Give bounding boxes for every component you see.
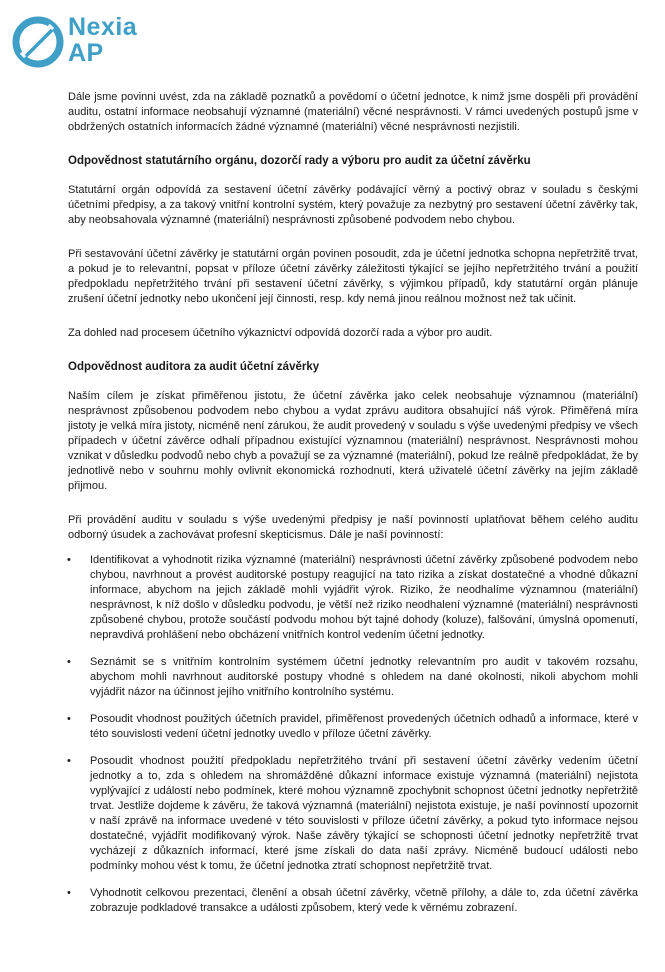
- statutory-paragraph-2: Při sestavování účetní závěrky je statutární orgán povinen posoudit, zda je účetní jednotka schopna nepřetržitě trvat, a pokud je to relevantní, popsat v příloze účetní závěrky záležitosti týkající se jejího nepřetržitého trvání a použití předpokladu nepřetržitého trvání při sestavení účetní závěrky, s výjimkou případů, kdy statutární orgán plánuje zrušení účetní jednotky nebo ukončení její činnosti, resp. kdy nemá jinou reálnou možnost než tak učinit.: [68, 248, 638, 305]
- list-item-text: Vyhodnotit celkovou prezentaci, členění a obsah účetní závěrky, včetně přílohy, a dále to, zda účetní závěrka zobrazuje podkladové transakce a události způsobem, který vede k věrnému zobrazení.: [90, 887, 638, 914]
- auditor-duties-list: [68, 553, 638, 916]
- list-item: [68, 886, 638, 916]
- bullet-icon: •: [67, 554, 71, 566]
- list-item-text: Identifikovat a vyhodnotit rizika významné (materiální) nesprávnosti účetní závěrky způsobené podvodem nebo chybou, navrhnout a provést auditorské postupy reagující na tato rizika a získat dostatečné a vhodné důkazní informace, abychom na jejich základě mohli vyjádřit výrok. Riziko, že neodhalíme významnou (materiální) nesprávnost, k níž došlo v důsledku podvodu, je větší než riziko neodhalení významné (materiální) nesprávnosti způsobené chybou, protože součástí podvodu mohou být tajné dohody (koluze), falšování, úmyslná opomenutí, nepravdivá prohlášení nebo obcházení vnitřních kontrol vedením účetní jednotky.: [90, 554, 638, 641]
- list-item-text: Posoudit vhodnost použitých účetních pravidel, přiměřenost provedených účetních odhadů a informace, které v této souvislosti vedení účetní jednotky uvedlo v příloze účetní závěrky.: [90, 713, 638, 740]
- logo-name-line1: Nexia: [68, 13, 138, 41]
- auditor-paragraph-2: Při provádění auditu v souladu s výše uvedenými předpisy je naší povinností uplatňovat během celého auditu odborný úsudek a zachovávat profesní skepticismus. Dále je naší povinností:: [68, 514, 638, 541]
- nexia-ring-logo-icon: [12, 16, 64, 68]
- bullet-icon: •: [67, 656, 71, 668]
- list-item-text: Seznámit se s vnitřním kontrolním systémem účetní jednotky relevantním pro audit v takovém rozsahu, abychom mohli navrhnout auditorské postupy vhodné s ohledem na dané okolnosti, nikoli abychom mohli vyjádřit názor na účinnost jejího vnitřního kontrolního systému.: [90, 656, 638, 698]
- bullet-icon: •: [67, 755, 71, 767]
- list-item: [68, 553, 638, 643]
- auditor-paragraph-1: Naším cílem je získat přiměřenou jistotu, že účetní závěrka jako celek neobsahuje významnou (materiální) nesprávnost způsobenou podvodem nebo chybou a vydat zprávu auditora obsahující náš výrok. Přiměřená míra jistoty je velká míra jistoty, nicméně není zárukou, že audit provedený v souladu s výše uvedenými předpisy ve všech případech v účetní závěrce odhalí případnou existující významnou (materiální) nesprávnost. Nesprávnosti mohou vznikat v důsledku podvodů nebo chyb a považují se za významné (materiální), pokud lze reálně předpokládat, že by jednotlivě nebo v souhrnu mohly ovlivnit ekonomická rozhodnutí, která uživatelé účetní závěrky na jejím základě přijmou.: [68, 390, 638, 492]
- list-item: [68, 754, 638, 874]
- section-heading-auditor: Odpovědnost auditora za audit účetní závěrky: [68, 361, 320, 373]
- statutory-paragraph-3: Za dohled nad procesem účetního výkaznictví odpovídá dozorčí rada a výbor pro audit.: [68, 327, 493, 339]
- list-item: [68, 655, 638, 700]
- bullet-icon: •: [67, 887, 71, 899]
- logo-wordmark: [68, 14, 137, 66]
- list-item-text: Posoudit vhodnost použití předpokladu nepřetržitého trvání při sestavení účetní závěrky vedením účetní jednotky a to, zda s ohledem na shromážděné důkazní informace existuje významná (materiální) nejistota vyplývající z událostí nebo podmínek, které mohou významně zpochybnit schopnost účetní jednotky nepřetržitě trvat. Jestliže dojdeme k závěru, že taková významná (materiální) nejistota existuje, je naší povinností upozornit v naší zprávě na informace uvedené v této souvislosti v příloze účetní závěrky, a pokud tyto informace nejsou dostatečné, vyjádřit modifikovaný výrok. Naše závěry týkající se schopnosti účetní jednotky nepřetržitě trvat vycházejí z důkazních informací, které jsme získali do data naší zprávy. Nicméně budoucí události nebo podmínky mohou vést k tomu, že účetní jednotka ztratí schopnost nepřetržitě trvat.: [90, 755, 638, 872]
- section-heading-statutory: Odpovědnost statutárního orgánu, dozorčí rady a výboru pro audit za účetní závěrku: [68, 155, 531, 167]
- intro-paragraph: Dále jsme povinni uvést, zda na základě poznatků a povědomí o účetní jednotce, k nimž jsme dospěli při provádění auditu, ostatní informace neobsahují významné (materiální) věcné nesprávnosti. V rámci uvedených postupů jsme v obdržených ostatních informacích žádné významné (materiální) věcné nesprávnosti nezjistili.: [68, 91, 638, 133]
- company-logo: [12, 8, 162, 78]
- list-item: [68, 712, 638, 742]
- bullet-icon: •: [67, 713, 71, 725]
- statutory-paragraph-1: Statutární orgán odpovídá za sestavení účetní závěrky podávající věrný a poctivý obraz v souladu s českými účetními předpisy, a za takový vnitřní kontrolní systém, který považuje za nezbytný pro sestavení účetní závěrky tak, aby neobsahovala významné (materiální) nesprávnosti způsobené podvodem nebo chybou.: [68, 184, 638, 226]
- logo-name-line2: AP: [68, 39, 104, 67]
- document-body: [68, 90, 638, 928]
